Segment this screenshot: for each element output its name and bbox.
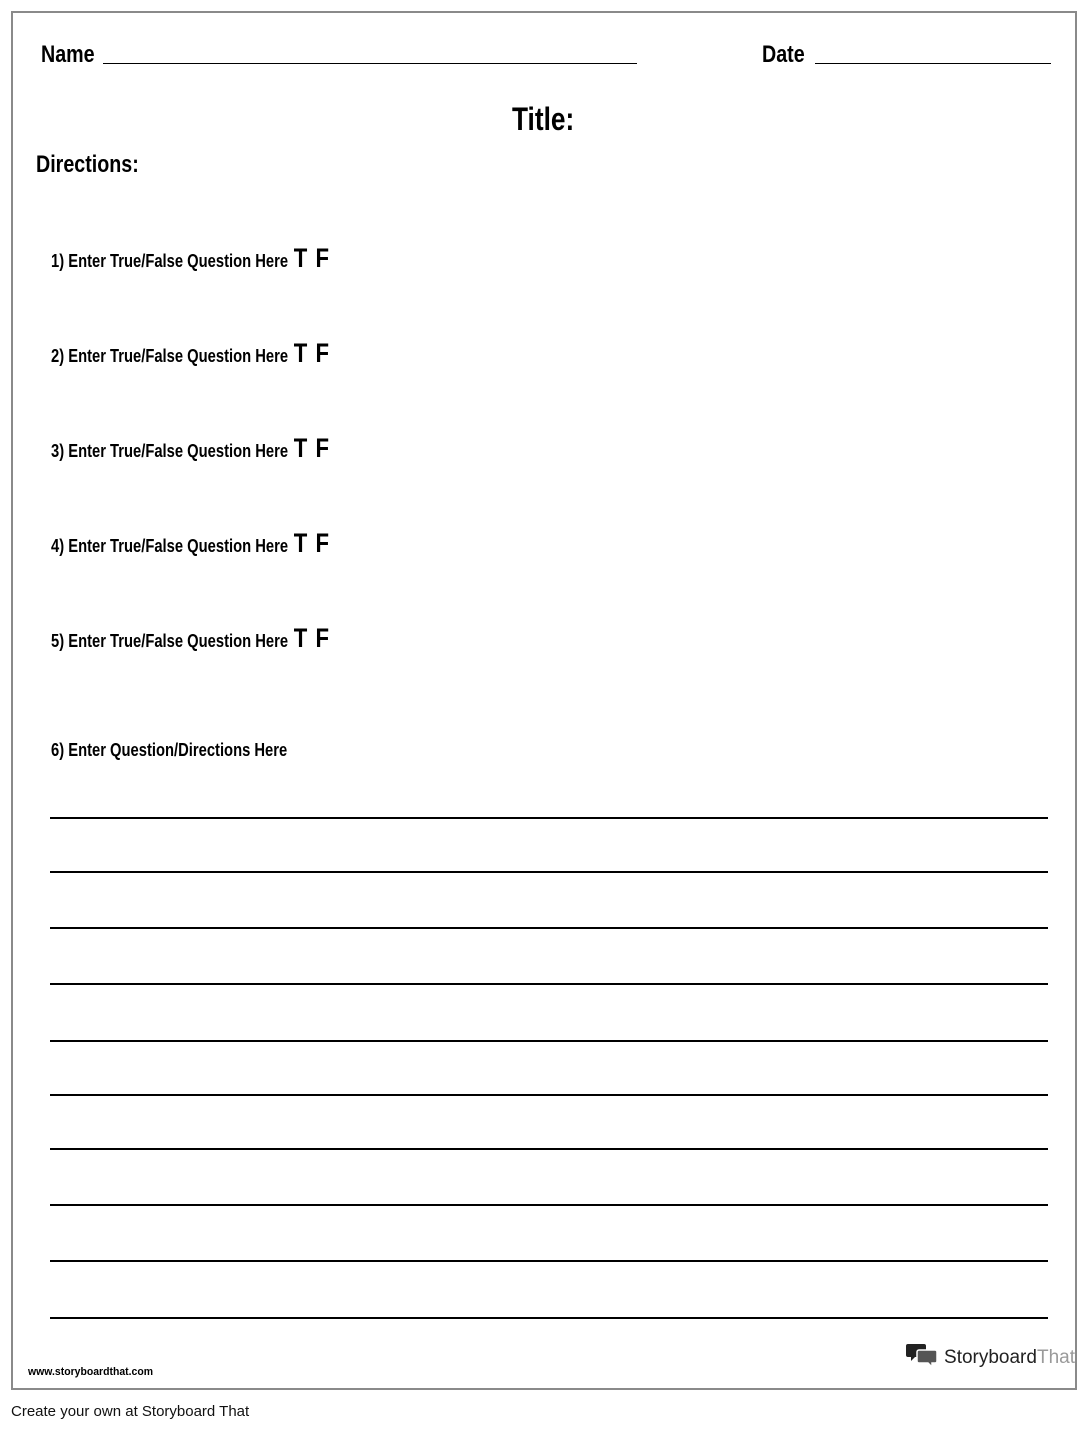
site-url: www.storyboardthat.com — [28, 1366, 154, 1378]
answer-line[interactable] — [50, 817, 1048, 819]
question-text: 2) Enter True/False Question Here — [51, 346, 289, 366]
answer-line[interactable] — [50, 1260, 1048, 1262]
footer-link[interactable]: Create your own at Storyboard That — [11, 1403, 250, 1420]
name-label: Name — [41, 41, 95, 68]
answer-line[interactable] — [50, 927, 1048, 929]
question-4 — [51, 528, 329, 559]
answer-line[interactable] — [50, 871, 1048, 873]
date-label: Date — [762, 41, 805, 68]
storyboard-that-logo[interactable] — [906, 1342, 1075, 1373]
false-option[interactable]: F — [315, 338, 330, 368]
question-text: 6) Enter Question/Directions Here — [51, 740, 288, 760]
question-5 — [51, 623, 329, 654]
answer-line[interactable] — [50, 1204, 1048, 1206]
false-option[interactable]: F — [315, 528, 330, 558]
worksheet-page — [11, 11, 1077, 1390]
date-blank-line[interactable] — [815, 63, 1051, 64]
false-option[interactable]: F — [315, 243, 330, 273]
directions-label: Directions: — [36, 151, 139, 178]
true-option[interactable]: T — [293, 243, 308, 273]
false-option[interactable]: F — [315, 623, 330, 653]
answer-line[interactable] — [50, 1317, 1048, 1319]
logo-text-light: That — [1036, 1346, 1075, 1368]
question-6 — [51, 740, 287, 761]
false-option[interactable]: F — [315, 433, 330, 463]
logo-wordmark — [944, 1347, 1075, 1369]
name-blank-line[interactable] — [103, 63, 637, 64]
answer-line[interactable] — [50, 983, 1048, 985]
answer-line[interactable] — [50, 1040, 1048, 1042]
page-title: Title: — [512, 101, 575, 137]
question-text: 1) Enter True/False Question Here — [51, 251, 289, 271]
question-2 — [51, 338, 329, 369]
question-text: 4) Enter True/False Question Here — [51, 536, 289, 556]
question-text: 3) Enter True/False Question Here — [51, 441, 289, 461]
logo-text-dark: Storyboard — [944, 1346, 1037, 1368]
speech-bubbles-icon — [906, 1342, 938, 1373]
answer-line[interactable] — [50, 1148, 1048, 1150]
true-option[interactable]: T — [293, 623, 308, 653]
question-1 — [51, 243, 329, 274]
answer-line[interactable] — [50, 1094, 1048, 1096]
question-3 — [51, 433, 329, 464]
true-option[interactable]: T — [293, 433, 308, 463]
true-option[interactable]: T — [293, 528, 308, 558]
question-text: 5) Enter True/False Question Here — [51, 631, 289, 651]
true-option[interactable]: T — [293, 338, 308, 368]
